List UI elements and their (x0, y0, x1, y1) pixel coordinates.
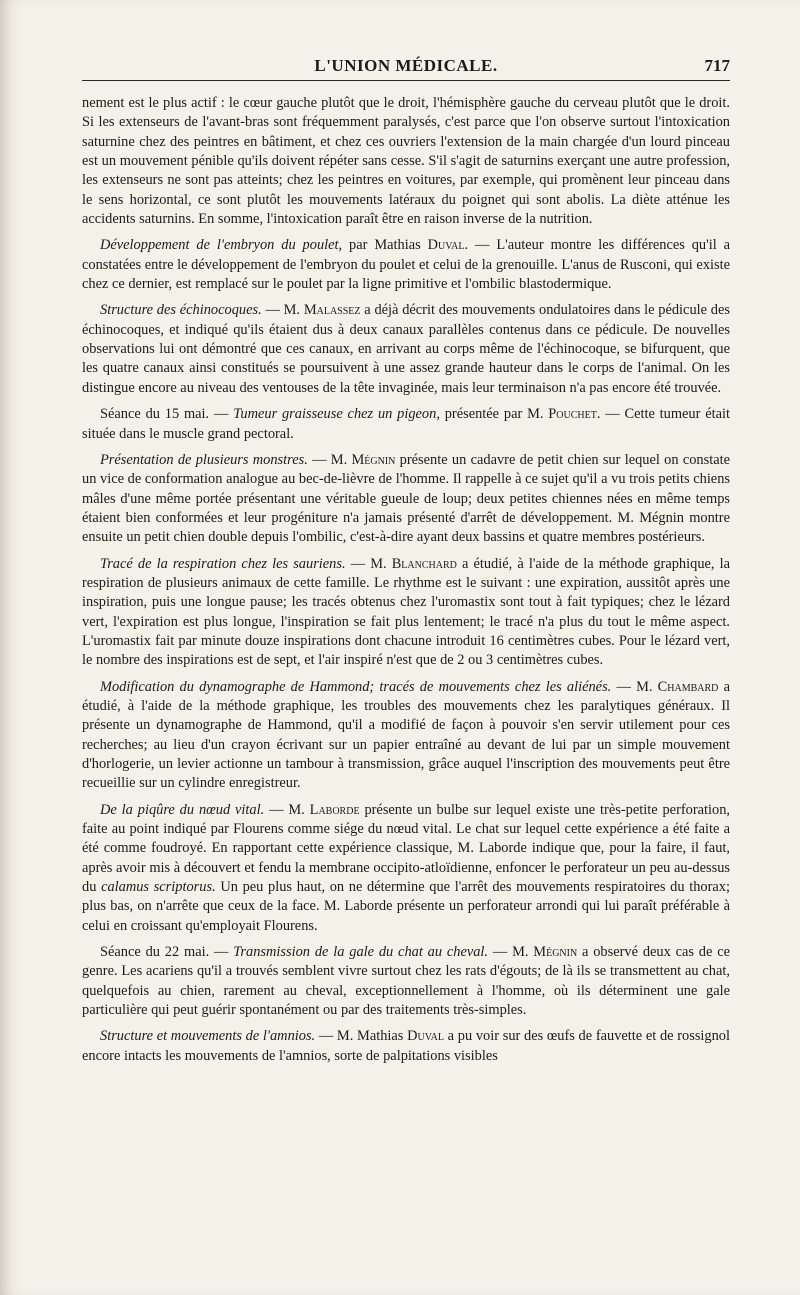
paragraph-session-22-may (82, 943, 730, 1020)
section-title: Développement de l'embryon du poulet, (100, 237, 343, 254)
author-name: Mégnin (351, 451, 396, 468)
paragraph-text: — Cette tumeur était située dans le muscle grand pectoral. (82, 406, 731, 442)
connector-text: — M. (264, 801, 310, 818)
paragraph-text: présente un bulbe sur lequel existe une très-petite perforation, faite au point indiqué par Flourens comme siége du nœud vital. Le chat sur lequel cette expérience a été faite a été comme foudroyé. En rapportant cette expérience classique, M. Laborde indique que, pour la faire, il faut, après avoir mis à découvert et fendu la membrane occipito-atloïdienne, enfoncer le perforateur un peu au-dessus du (82, 801, 731, 896)
connector-text: — M. Mathias (315, 1028, 408, 1045)
paragraph-text: présente un cadavre de petit chien sur lequel on constate un vice de conformation analogue au bec-de-lièvre de l'homme. Il rappelle à ce sujet qu'il a vu trois petits chiens mâles d'une même portée présentant une véritable gueule de loup; deux petites chiennes nées en même temps étaient bien conformées et leur progéniture n'a jamais présenté d'arrêt de développement. M. Mégnin montre ensuite un petit chien double depuis l'ombilic, c'est-à-dire ayant deux bassins et quatre membres postérieurs. (82, 451, 730, 546)
connector-text: — M. (307, 451, 352, 468)
session-lead: Séance du 22 mai. — (100, 944, 234, 961)
paragraph-dynamograph (82, 678, 730, 794)
paragraph-text: a déjà décrit des mouvements ondulatoires dans le pédicule des échinocoques, et indiqué qu'ils étaient dus à deux canaux parallèles contenus dans ce pédicule. De nouvelles observations lui ont démontré que ces canaux, en arrivant au corps même de l'échinocoque, se bifurquent, que les quatre canaux ainsi constitués se poursuivent à une assez grande hauteur dans le corps de l'animal. On les distingue encore au niveau des ventouses de la tête invaginée, mais leur terminaison n'a pas encore été trouvée. (82, 302, 730, 396)
author-name: Pouchet. (548, 406, 601, 423)
author-name: Chambard (657, 678, 719, 695)
article-body (82, 94, 730, 1073)
connector-text: par Mathias (342, 237, 428, 254)
running-head: L'UNION MÉDICALE. (314, 56, 498, 75)
section-title: Tracé de la respiration chez les sauriens. (100, 555, 346, 572)
connector-text: présentée par M. (439, 406, 549, 423)
latin-term: calamus scriptorus. (101, 879, 216, 896)
author-name: Malassez (303, 302, 361, 319)
paragraph-text: a observé deux cas de ce genre. Les acariens qu'il a trouvés semblent vivre surtout chez les rats d'égouts; de là ils se transmettent au chat, quelquefois au chien, rarement au cheval, exceptionnellement à l'homme, où ils déterminent une gale particulière qui peut guérir spontanément ou par des traitements très-simples. (82, 944, 730, 1019)
section-title: Modification du dynamographe de Hammond; tracés de mouvements chez les aliénés. (100, 678, 612, 695)
section-title: Structure et mouvements de l'amnios. (100, 1028, 316, 1045)
paragraph-vital-node (82, 801, 730, 936)
connector-text: — M. (611, 678, 658, 695)
section-title: Présentation de plusieurs monstres. (100, 451, 308, 468)
section-title: Structure des échinocoques. (100, 302, 262, 319)
author-name: Duval. (427, 237, 469, 254)
paragraph-respiration-saurians (82, 555, 730, 671)
author-name: Blanchard (391, 555, 457, 572)
paragraph-text: a pu voir sur des œufs de fauvette et de rossignol encore intacts les mouvements de l'amnios, sorte de palpitations visibles (82, 1028, 730, 1064)
paragraph-echinococcus (82, 301, 730, 398)
section-title: Tumeur graisseuse chez un pigeon, (233, 406, 440, 423)
connector-text: — M. (345, 555, 392, 572)
paragraph-text-continued: Un peu plus haut, on ne détermine que l'arrêt des mouvements respiratoires du thorax; plus bas, on n'arrête que ceux de la face. M. Laborde présente un perforateur arrondi qui lui paraît préférable à celui en croissant qu'employait Flourens. (82, 879, 730, 934)
session-lead: Séance du 15 mai. — (100, 406, 234, 423)
paragraph-text: a étudié, à l'aide de la méthode graphique, la respiration de plusieurs animaux de cette famille. Le rhythme est le suivant : une expiration, aussitôt après une inspiration, puis une longue pause; les tracés obtenus chez l'uromastix sont tout à fait typiques; chez le lézard vert, l'expiration est plus longue, l'inspiration se fait plus lentement; le tracé n'a plus du tout le même aspect. L'uromastix fait par minute douze inspirations dont chacune introduit 16 centimètres cubes. Pour le lézard vert, le nombre des inspirations est de sept, et l'air inspiré n'est que de 2 ou 3 centimètres cubes. (82, 555, 730, 669)
paragraph-monsters (82, 451, 730, 548)
author-name: Laborde (309, 801, 360, 818)
paragraph-text: — L'auteur montre les différences qu'il a constatées entre le développement de l'embryon du poulet et celui de la grenouille. L'anus de Rusconi, qui existe chez ce dernier, est remplacé sur le poulet par la ligne primitive et l'ombilic blastodermique. (82, 237, 731, 293)
section-title: De la piqûre du nœud vital. (100, 801, 265, 818)
author-name: Mégnin (533, 944, 578, 961)
paragraph-embryo-chick (82, 236, 730, 294)
connector-text: — M. (261, 302, 304, 319)
paragraph-amnios (82, 1027, 730, 1066)
section-title: Transmission de la gale du chat au cheval. (233, 944, 489, 961)
page-number: 717 (704, 56, 730, 75)
author-name: Duval (407, 1028, 444, 1045)
connector-text: — M. (488, 944, 534, 961)
paragraph-saturnism (82, 94, 730, 229)
paragraph-text: a étudié, à l'aide de la méthode graphique, les troubles des mouvements chez les paralytiques généraux. Il présente un dynamographe de Hammond, qu'il a modifié de façon à pouvoir s'en servir utilement pour ces recherches; au lieu d'un crayon écrivant sur un papier entraîné au devant de lui par un simple mouvement d'horlogerie, un levier actionne un tambour à transmission, grâce auquel l'inscription des mouvements peut être recueillie sur un cylindre enregistreur. (82, 678, 730, 792)
paragraph-session-15-may (82, 405, 730, 444)
page-header (82, 50, 730, 81)
paragraph-text: nement est le plus actif : le cœur gauche plutôt que le droit, l'hémisphère gauche du cerveau plutôt que le droit. Si les extenseurs de l'avant-bras sont fréquemment paralysés, c'est parce que l'on observe surtout l'intoxication saturnine chez des peintres en bâtiment, et chez ces ouvriers l'extension de la main chargée d'un lourd pinceau est un mouvement pénible qu'ils doivent répéter sans cesse. S'il s'agit de saturnins exerçant une autre profession, les extenseurs ne sont pas atteints; chez les peintres en voitures, par exemple, qui promènent leur pinceau dans le sens horizontal, ce sont plutôt les mouvements latéraux du poignet qui sont abolis. La diète atténue les accidents saturnins. En somme, l'intoxication paraît être en raison inverse de la nutrition. (82, 95, 730, 228)
